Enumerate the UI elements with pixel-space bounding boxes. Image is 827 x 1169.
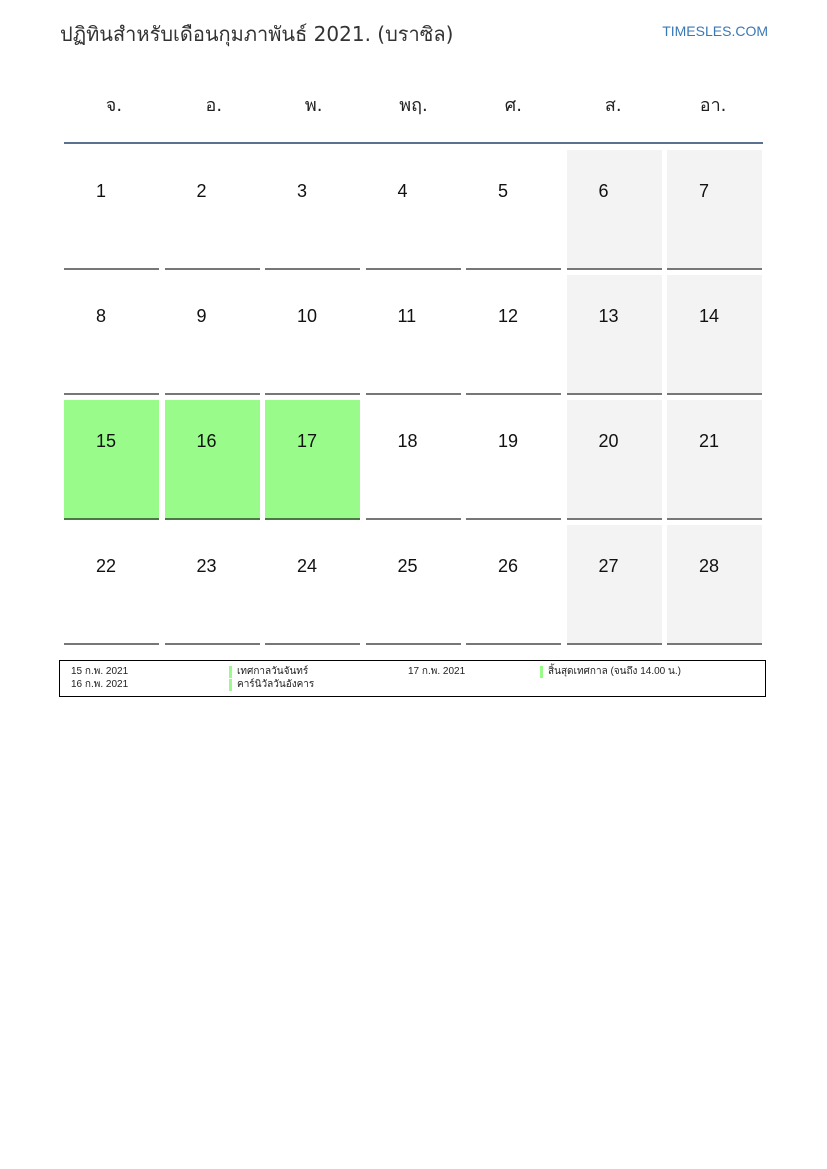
legend-holiday-name [540,666,681,678]
day-cell-weekend[interactable] [667,400,762,520]
weekday-label-sun: อา. [699,95,727,116]
day-cell[interactable] [466,400,561,520]
page-title: ปฏิทินสำหรับเดือนกุมภาพันธ์ 2021. (บราซิล) [60,22,454,46]
weekday-label-sat: ส. [604,95,622,116]
legend-color-marker [229,666,232,678]
day-cell-holiday[interactable] [265,400,360,520]
day-cell-holiday[interactable] [165,400,260,520]
day-cell-weekend[interactable] [567,400,662,520]
day-number: 17 [297,431,318,451]
legend-color-marker [229,679,232,691]
weekday-label-mon: จ. [105,95,123,116]
weekday-label-wed: พ. [304,95,323,116]
legend-holiday-text: สิ้นสุดเทศกาล (จนถึง 14.00 น.) [548,666,681,677]
day-number: 2 [196,181,207,201]
weekday-label-fri: ศ. [504,95,522,116]
legend-date: 16 ก.พ. 2021 [71,679,129,690]
day-number: 19 [498,431,519,451]
day-number: 23 [196,556,217,576]
weekday-header-row [64,90,763,119]
day-number: 7 [699,181,710,201]
day-cell[interactable] [466,525,561,645]
day-number: 6 [598,181,609,201]
day-cell-weekend[interactable] [667,525,762,645]
day-number: 9 [196,306,207,326]
legend-holiday-name [229,679,314,691]
day-cell[interactable] [265,150,360,270]
day-cell[interactable] [366,150,461,270]
day-cell[interactable] [165,275,260,395]
day-number: 5 [498,181,509,201]
day-cell[interactable] [165,525,260,645]
day-cell[interactable] [165,150,260,270]
day-cell[interactable] [265,525,360,645]
legend-date: 15 ก.พ. 2021 [71,666,129,677]
legend-date: 17 ก.พ. 2021 [408,666,466,677]
day-number: 21 [699,431,720,451]
day-cell[interactable] [64,525,159,645]
holiday-legend [59,660,766,697]
weekday-label-tue: อ. [205,95,223,116]
day-cell-weekend[interactable] [667,150,762,270]
header-divider [64,142,763,144]
legend-color-marker [540,666,543,678]
day-number: 15 [96,431,117,451]
day-cell[interactable] [466,275,561,395]
legend-holiday-text: คาร์นิวัลวันอังคาร [237,679,315,690]
day-number: 3 [297,181,308,201]
day-number: 8 [96,306,107,326]
legend-holiday-name [229,666,308,678]
day-number: 24 [297,556,318,576]
day-cell[interactable] [466,150,561,270]
day-number: 4 [397,181,408,201]
day-number: 20 [598,431,619,451]
day-cell-weekend[interactable] [567,525,662,645]
day-cell[interactable] [265,275,360,395]
legend-holiday-text: เทศกาลวันจันทร์ [237,666,309,677]
day-number: 1 [96,181,107,201]
day-cell-weekend[interactable] [667,275,762,395]
day-number: 18 [397,431,418,451]
day-cell[interactable] [366,275,461,395]
day-number: 22 [96,556,117,576]
day-number: 27 [598,556,619,576]
day-cell-weekend[interactable] [567,275,662,395]
day-cell-holiday[interactable] [64,400,159,520]
day-cell-weekend[interactable] [567,150,662,270]
day-number: 25 [397,556,418,576]
day-number: 14 [699,306,720,326]
day-cell[interactable] [64,275,159,395]
day-cell[interactable] [64,150,159,270]
weekday-label-thu: พฤ. [399,95,428,116]
day-number: 11 [397,306,417,326]
calendar-grid [64,150,764,645]
day-number: 10 [297,306,318,326]
day-cell[interactable] [366,400,461,520]
day-cell[interactable] [366,525,461,645]
day-number: 28 [699,556,720,576]
day-number: 26 [498,556,519,576]
day-number: 13 [598,306,619,326]
brand-link[interactable]: TIMESLES.COM [662,23,768,39]
day-number: 16 [196,431,217,451]
day-number: 12 [498,306,519,326]
